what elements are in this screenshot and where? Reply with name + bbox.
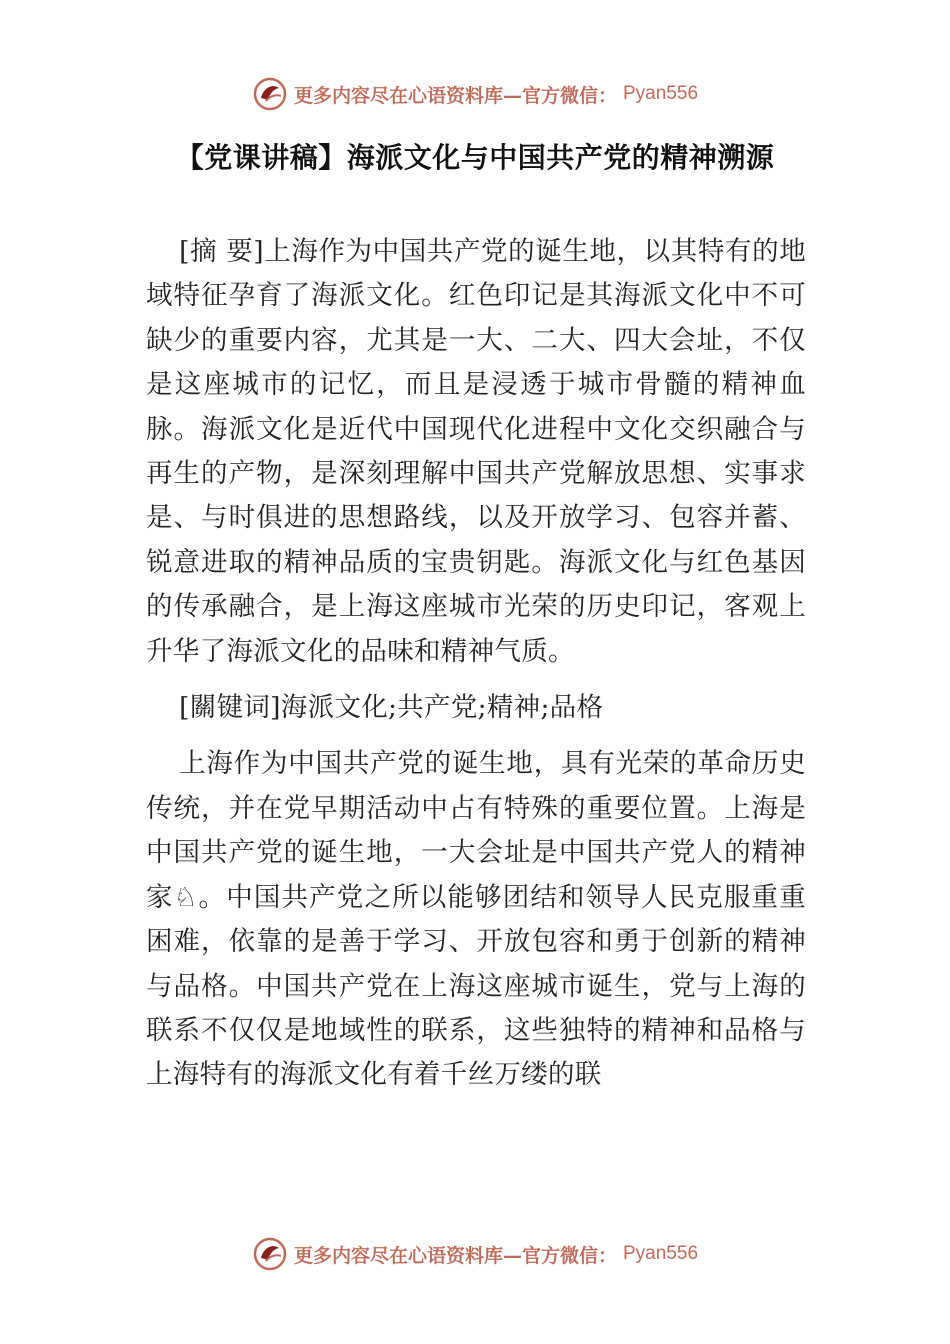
- brand-logo-icon: [252, 76, 288, 112]
- footer-banner: [0, 1232, 950, 1276]
- footer-banner-wechat: Pyan556: [623, 1243, 699, 1264]
- header-banner: [0, 72, 950, 116]
- keywords-paragraph: [關键词]海派文化;共产党;精神;品格: [179, 692, 604, 724]
- footer-banner-text: 更多内容尽在心语资料库—官方微信：: [293, 1244, 617, 1267]
- abstract-paragraph: [摘 要]上海作为中国共产党的诞生地，以其特有的地域特征孕育了海派文化。红色印记是其海派文化中不可缺少的重要内容，尤其是一大、二大、四大会址，不仅是这座城市的记忆，而且是浸透于城市骨髓的精神血脉。海派文化是近代中国现代化进程中文化交织融合与再生的产物，是深刻理解中国共产党解放思想、实事求是、与时俱进的思想路线，以及开放学习、包容并蓄、锐意进取的精神品质的宝贵钥匙。海派文化与红色基因的传承融合，是上海这座城市光荣的历史印记，客观上升华了海派文化的品味和精神气质。: [146, 236, 806, 667]
- document-body: [146, 230, 806, 1098]
- brand-logo-icon: [252, 1236, 288, 1272]
- body-paragraph: 上海作为中国共产党的诞生地，具有光荣的革命历史传统，并在党早期活动中占有特殊的重要位置。上海是中国共产党的诞生地，一大会址是中国共产党人的精神家♘。中国共产党之所以能够团结和领导人民克服重重困难，依靠的是善于学习、开放包容和勇于创新的精神与品格。中国共产党在上海这座城市诞生，党与上海的联系不仅仅是地域性的联系，这些独特的精神和品格与上海特有的海派文化有着千丝万缕的联: [146, 748, 806, 1091]
- header-banner-wechat: Pyan556: [623, 83, 699, 104]
- header-banner-text: 更多内容尽在心语资料库—官方微信：: [293, 84, 617, 107]
- document-title: 【党课讲稿】海派文化与中国共产党的精神溯源: [175, 141, 775, 174]
